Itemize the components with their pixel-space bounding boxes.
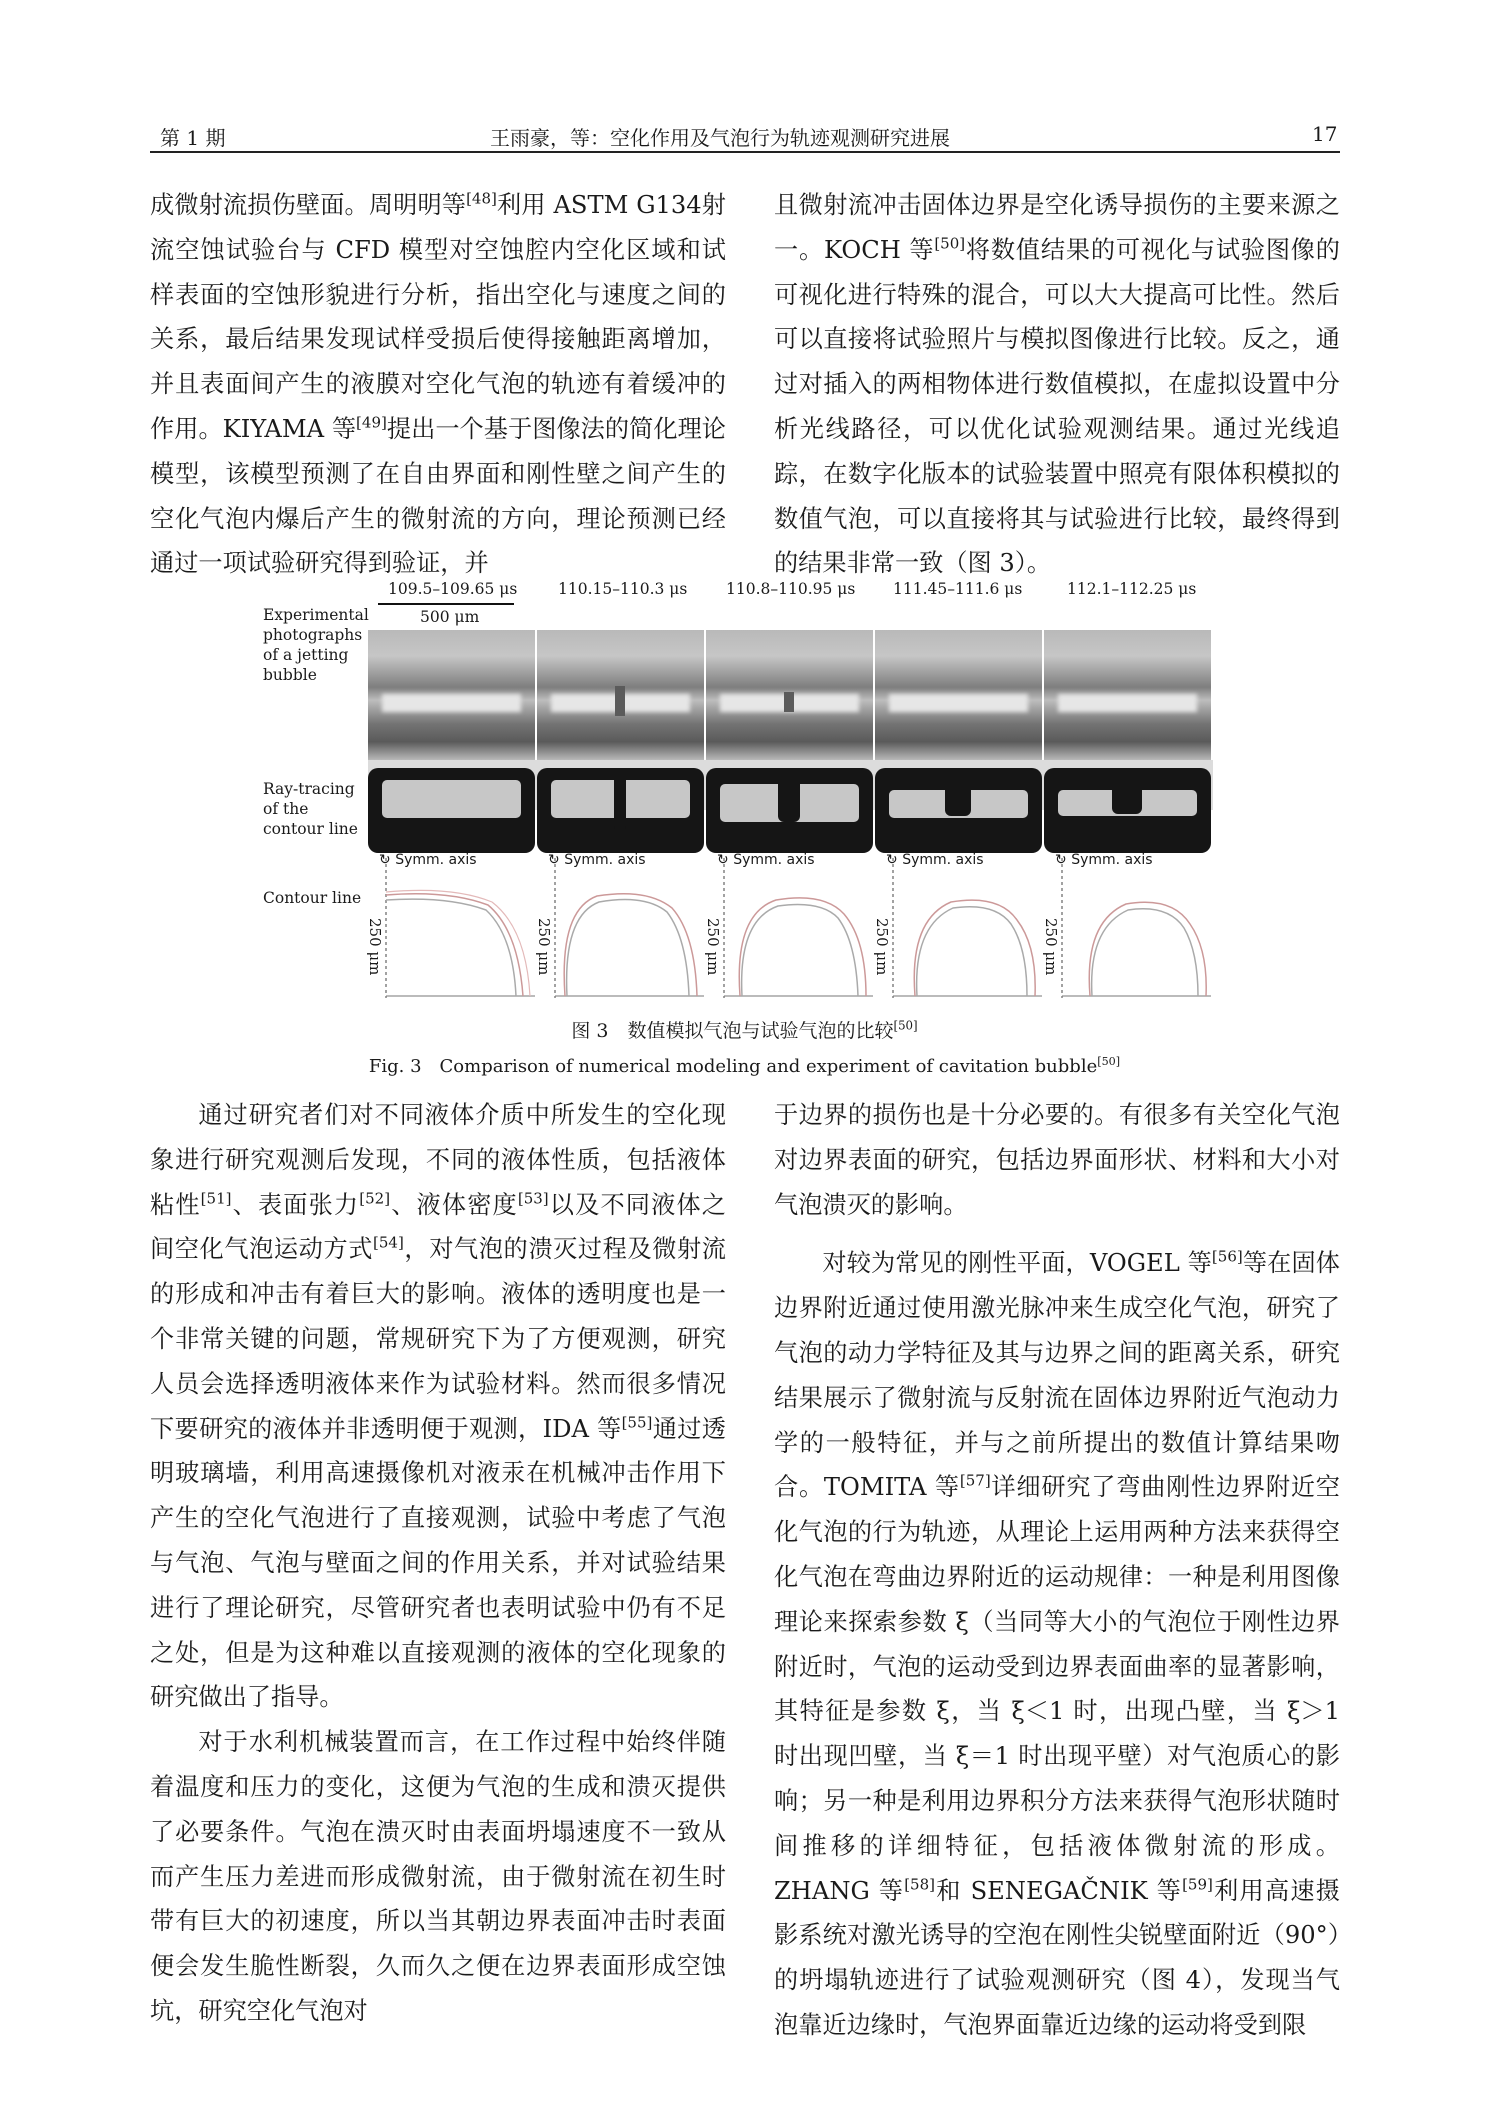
scale-bar-label: 500 μm [420, 608, 480, 626]
raytraced-bubble [706, 768, 873, 853]
contour-panel [555, 858, 704, 998]
text-run: 利用 ASTM G134射流空蚀试验台与 CFD 模型对空蚀腔内空化区域和试样表面的空蚀形貌进行分析，指出空化与速度之间的关系，最后结果发现试样受损后使得接触距离增加，并且表面间产生的液膜对空化气泡的轨迹有着缓冲的作用。KIYAMA 等 [150, 191, 726, 443]
top-left-column [150, 183, 726, 586]
symm-axis-text: Symm. axis [395, 852, 477, 868]
figure-caption-en [0, 1052, 1489, 1078]
raytracing-row [368, 768, 1214, 853]
citation: [54] [373, 1233, 404, 1252]
contour-panel [386, 858, 535, 998]
running-title: 王雨豪，等：空化作用及气泡行为轨迹观测研究进展 [490, 126, 950, 150]
symm-axis-label [548, 852, 646, 868]
caption-en-text: Fig. 3 Comparison of numerical modeling and experiment of cavitation bubble [368, 1056, 1098, 1077]
time-label: 110.15–110.3 μs [558, 580, 688, 598]
symm-axis-text: Symm. axis [902, 852, 984, 868]
text-run: 等在固体边界附近通过使用激光脉冲来生成空化气泡，研究了气泡的动力学特征及其与边界之间的距离关系，研究结果展示了微射流与反射流在固体边界附近气泡动力学的一般特征，并与之前所提出的数值计算结果吻合。TOMITA 等 [774, 1249, 1340, 1502]
bubble-photo [368, 630, 535, 760]
bubble-photo [537, 630, 704, 760]
vertical-scale-label: 250 μm [1042, 918, 1060, 976]
text-run: 通过研究者们对不同液体介质中所发生的空化现象进行研究观测后发现，不同的液体性质，包括液体粘性 [150, 1101, 726, 1219]
figure-caption-cn [0, 1016, 1489, 1043]
time-label: 112.1–112.25 μs [1067, 580, 1197, 598]
row-label-raytracing: Ray-tracing of the contour line [263, 780, 358, 838]
rotation-arrow-icon: ↻ [717, 852, 729, 868]
rotation-arrow-icon: ↻ [548, 852, 560, 868]
paragraph [774, 1241, 1340, 2047]
text-run: 对较为常见的刚性平面，VOGEL 等 [822, 1249, 1212, 1278]
text-run: 、液体密度 [390, 1190, 518, 1219]
paragraph [150, 1093, 726, 1720]
citation: [51] [200, 1188, 232, 1207]
time-label: 109.5–109.65 μs [388, 580, 518, 598]
citation: [49] [356, 413, 387, 432]
contour-panel [893, 858, 1042, 998]
bottom-left-column [150, 1093, 726, 2034]
bubble-photo [706, 630, 873, 760]
citation: [50] [893, 1018, 918, 1033]
text-run: 利用高速摄影系统对激光诱导的空泡在刚性尖锐壁面附近（90°）的坍塌轨迹进行了试验观测研究（图 4），发现当气泡靠近边缘时，气泡界面靠近边缘的运动将受到限 [774, 1876, 1340, 2039]
time-label: 111.45–111.6 μs [893, 580, 1023, 598]
rotation-arrow-icon: ↻ [886, 852, 898, 868]
raytraced-bubble [1044, 768, 1211, 853]
citation: [58] [904, 1874, 935, 1893]
citation: [56] [1211, 1247, 1243, 1266]
citation: [50] [934, 234, 966, 253]
citation: [53] [517, 1188, 549, 1207]
contour-panel [1062, 858, 1211, 998]
symm-axis-label [1055, 852, 1153, 868]
text-run: ，对气泡的溃灭过程及微射流的形成和冲击有着巨大的影响。液体的透明度也是一个非常关键的问题，常规研究下为了方便观测，研究人员会选择透明液体来作为试验材料。然而很多情况下要研究的液体并非透明便于观测，IDA 等 [150, 1235, 726, 1443]
bubble-photo [875, 630, 1042, 760]
symm-axis-label [379, 852, 477, 868]
citation: [57] [959, 1471, 991, 1490]
citation: [52] [359, 1188, 391, 1207]
symm-axis-text: Symm. axis [1071, 852, 1153, 868]
text-run: 以及不同液体之间空化气泡运动方式 [150, 1190, 726, 1264]
vertical-scale-label: 250 μm [704, 918, 722, 976]
symm-axis-text: Symm. axis [733, 852, 815, 868]
text-run: 将数值结果的可视化与试验图像的可视化进行特殊的混合，可以大大提高可比性。然后可以直接将试验照片与模拟图像进行比较。反之，通过对插入的两相物体进行数值模拟，在虚拟设置中分析光线路径，可以优化试验观测结果。通过光线追踪，在数字化版本的试验装置中照亮有限体积模拟的数值气泡，可以直接将其与试验进行比较，最终得到的结果非常一致（图 3）。 [774, 235, 1340, 578]
header-rule [150, 151, 1340, 153]
bottom-right-column [774, 1093, 1340, 2048]
paragraph: 于边界的损伤也是十分必要的。有很多有关空化气泡对边界表面的研究，包括边界面形状、材料和大小对气泡溃灭的影响。 [774, 1101, 1340, 1219]
symm-axis-label [717, 852, 815, 868]
raytraced-bubble [875, 768, 1042, 853]
text-run: 且微射流冲击固体边界是空化诱导损伤的主要来源之一。KOCH 等 [774, 191, 1340, 264]
rotation-arrow-icon: ↻ [379, 852, 391, 868]
vertical-scale-label: 250 μm [366, 918, 384, 976]
symm-axis-label [886, 852, 984, 868]
text-run: 、表面张力 [231, 1190, 360, 1219]
journal-issue: 第 1 期 [160, 126, 226, 150]
text-run: 和 SENEGAČNIK 等 [935, 1876, 1183, 1905]
bubble-photo [1044, 630, 1211, 760]
citation: [48] [466, 189, 497, 208]
scale-bar [378, 603, 514, 605]
citation: [59] [1182, 1874, 1213, 1893]
text-run: 提出一个基于图像法的简化理论模型，该模型预测了在自由界面和刚性壁之间产生的空化气泡内爆后产生的微射流的方向，理论预测已经通过一项试验研究得到验证，并 [150, 414, 726, 578]
paragraph: 对于水利机械装置而言，在工作过程中始终伴随着温度和压力的变化，这便为气泡的生成和溃灭提供了必要条件。气泡在溃灭时由表面坍塌速度不一致从而产生压力差进而形成微射流，由于微射流在初生时带有巨大的初速度，所以当其朝边界表面冲击时表面便会发生脆性断裂，久而久之便在边界表面形成空蚀坑，研究空化气泡对 [150, 1728, 726, 2025]
row-label-contour: Contour line [263, 889, 362, 907]
vertical-scale-label: 250 μm [535, 918, 553, 976]
time-label: 110.8–110.95 μs [726, 580, 856, 598]
row-label-experimental: Experimental photographs of a jetting bubble [263, 606, 369, 684]
rotation-arrow-icon: ↻ [1055, 852, 1067, 868]
citation: [50] [1097, 1054, 1121, 1068]
raytraced-bubble [368, 768, 535, 853]
contour-row [368, 850, 1228, 1000]
vertical-scale-label: 250 μm [873, 918, 891, 976]
symm-axis-text: Symm. axis [564, 852, 646, 868]
raytraced-bubble [537, 768, 704, 853]
citation: [55] [621, 1412, 653, 1431]
text-run: 成微射流损伤壁面。周明明等 [150, 191, 467, 219]
text-run: 详细研究了弯曲刚性边界附近空化气泡的行为轨迹，从理论上运用两种方法来获得空化气泡在弯曲边界附近的运动规律：一种是利用图像理论来探索参数 ξ（当同等大小的气泡位于刚性边界附近时，气泡的运动受到边界表面曲率的显著影响，其特征是参数 ξ，当 ξ＜1 时，出现凸壁，当 ξ＞1 时出现凹壁，当 ξ＝1 时出现平壁）对气泡质心的影响；另一种是利用边界积分方法来获得气泡形状随时间推移的详细特征，包括液体微射流的形成。ZHANG 等 [774, 1473, 1340, 1905]
caption-cn-text: 图 3 数值模拟气泡与试验气泡的比较 [571, 1020, 894, 1042]
contour-panel [724, 858, 873, 998]
text-run: 通过透明玻璃墙，利用高速摄像机对液汞在机械冲击作用下产生的空化气泡进行了直接观测，试验中考虑了气泡与气泡、气泡与壁面之间的作用关系，并对试验结果进行了理论研究，尽管研究者也表明试验中仍有不足之处，但是为这种难以直接观测的液体的空化现象的研究做出了指导。 [150, 1414, 726, 1712]
page-number: 17 [1312, 122, 1338, 146]
top-right-column [774, 183, 1340, 586]
